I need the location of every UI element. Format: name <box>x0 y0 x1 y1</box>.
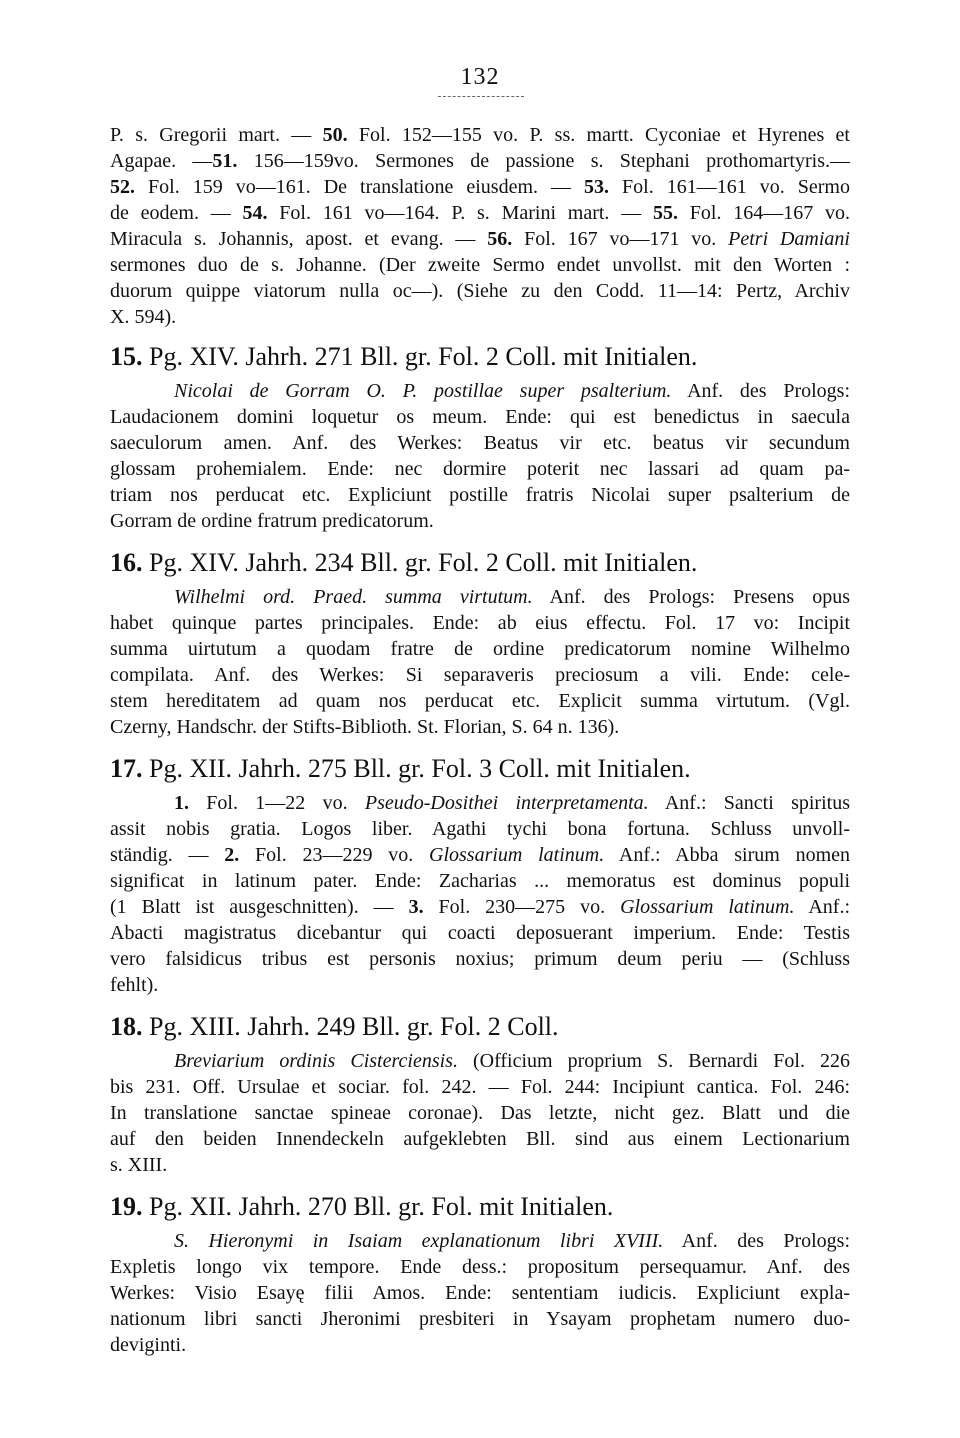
text-line: de eodem. — 54. Fol. 161 vo—164. P. s. Marini mart. — 55. Fol. 164—167 vo. <box>110 202 851 224</box>
page-number-rule <box>438 96 524 97</box>
text-line: Gorram de ordine fratrum predicatorum. <box>110 510 434 532</box>
text-line: 52. Fol. 159 vo—161. De translatione eiusdem. — 53. Fol. 161—161 vo. Sermo <box>110 176 850 198</box>
text-line: Breviarium ordinis Cisterciensis. (Officium proprium S. Bernardi Fol. 226 <box>174 1050 850 1072</box>
entry-heading: 18. Pg. XIII. Jahrh. 249 Bll. gr. Fol. 2 Coll. <box>110 1012 559 1041</box>
text-line: stem hereditatem ad quam nos perducat etc. Explicit summa virtutum. (Vgl. <box>110 690 850 712</box>
text-line: Abacti magistratus dicebantur qui coacti deposuerant imperium. Ende: Testis <box>110 922 850 944</box>
page-number: 132 <box>460 64 500 90</box>
text-line: (1 Blatt ist ausgeschnitten). — 3. Fol. 230—275 vo. Glossarium latinum. Anf.: <box>110 896 851 918</box>
text-line: In translatione sanctae spineae coronae). Das letzte, nicht gez. Blatt und die <box>110 1102 850 1124</box>
text-line: habet quinque partes principales. Ende: ab eius effectu. Fol. 17 vo: Incipit <box>110 612 850 634</box>
text-line: Agapae. —51. 156—159vo. Sermones de passione s. Stephani prothomartyris.— <box>110 150 850 172</box>
text-line: Wilhelmi ord. Praed. summa virtutum. Anf. des Prologs: Presens opus <box>174 586 851 608</box>
text-line: Werkes: Visio Esayę filii Amos. Ende: sententiam iudicis. Expliciunt expla- <box>110 1282 850 1304</box>
text-line: duorum quippe viatorum nulla oc—). (Siehe zu den Codd. 11—14: Pertz, Archiv <box>110 280 850 302</box>
entry-heading: 15. Pg. XIV. Jahrh. 271 Bll. gr. Fol. 2 Coll. mit Initialen. <box>110 342 698 371</box>
text-line: X. 594). <box>110 306 177 328</box>
text-line: 1. Fol. 1—22 vo. Pseudo-Dosithei interpretamenta. Anf.: Sancti spiritus <box>174 792 850 814</box>
text-line: Miracula s. Johannis, apost. et evang. — 56. Fol. 167 vo—171 vo. Petri Damiani <box>110 228 850 250</box>
text-line: auf den beiden Innendeckeln aufgeklebten Bll. sind aus einem Lectionarium <box>110 1128 850 1150</box>
text-line: P. s. Gregorii mart. — 50. Fol. 152—155 vo. P. ss. martt. Cyconiae et Hyrenes et <box>110 124 850 146</box>
text-line: Expletis longo vix tempore. Ende dess.: propositum persequamur. Anf. des <box>110 1256 850 1278</box>
text-line: triam nos perducat etc. Expliciunt postille fratris Nicolai super psalterium de <box>110 484 850 506</box>
text-line: deviginti. <box>110 1334 187 1356</box>
text-line: vero falsidicus tribus est personis noxius; primum deum periu — (Schluss <box>110 948 850 970</box>
text-line: glossam prohemialem. Ende: nec dormire poterit nec lassari ad quam pa- <box>110 458 850 480</box>
text-line: assit nobis gratia. Logos liber. Agathi tychi bona fortuna. Schluss unvoll- <box>110 818 850 840</box>
text-line: ständig. — 2. Fol. 23—229 vo. Glossarium latinum. Anf.: Abba sirum nomen <box>110 844 850 866</box>
text-line: Nicolai de Gorram O. P. postillae super psalterium. Anf. des Prologs: <box>174 380 851 402</box>
text-line: bis 231. Off. Ursulae et sociar. fol. 242. — Fol. 244: Incipiunt cantica. Fol. 246: <box>110 1076 850 1098</box>
text-line: saeculorum amen. Anf. des Werkes: Beatus vir etc. beatus vir secundum <box>110 432 850 454</box>
text-line: s. XIII. <box>110 1154 168 1176</box>
entry-heading: 17. Pg. XII. Jahrh. 275 Bll. gr. Fol. 3 Coll. mit Initialen. <box>110 754 691 783</box>
text-line: Czerny, Handschr. der Stifts-Biblioth. St. Florian, S. 64 n. 136). <box>110 716 620 738</box>
text-line: sermones duo de s. Johanne. (Der zweite Sermo endet unvollst. mit den Worten : <box>110 254 850 276</box>
text-line: fehlt). <box>110 974 159 996</box>
text-line: compilata. Anf. des Werkes: Si separaveris preciosum a vili. Ende: cele- <box>110 664 850 686</box>
text-line: nationum libri sancti Jheronimi presbiteri in Ysayam prophetam numero duo- <box>110 1308 850 1330</box>
entry-heading: 19. Pg. XII. Jahrh. 270 Bll. gr. Fol. mit Initialen. <box>110 1192 614 1221</box>
text-line: significat in latinum pater. Ende: Zacharias ... memoratus est dominus populi <box>110 870 850 892</box>
text-line: summa uirtutum a quodam fratre de ordine predicatorum nomine Wilhelmo <box>110 638 850 660</box>
text-line: Laudacionem domini loquetur os meum. Ende: qui est benedictus in saecula <box>110 406 850 428</box>
entry-heading: 16. Pg. XIV. Jahrh. 234 Bll. gr. Fol. 2 Coll. mit Initialen. <box>110 548 698 577</box>
text-line: S. Hieronymi in Isaiam explanationum libri XVIII. Anf. des Prologs: <box>174 1230 850 1252</box>
